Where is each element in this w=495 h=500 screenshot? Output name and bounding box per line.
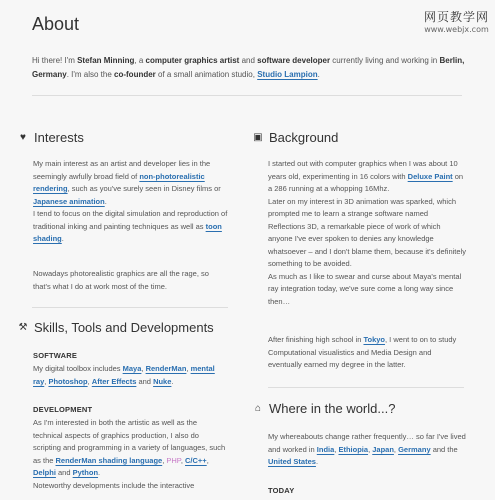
development-text: . <box>98 468 101 477</box>
world-text: My whereabouts change rather frequently… so far I've lived and worked in <box>268 432 466 454</box>
development-subheading: DEVELOPMENT <box>33 405 93 414</box>
interests-text: . <box>61 234 64 243</box>
development-paragraph <box>33 417 228 492</box>
world-paragraph <box>268 431 466 469</box>
background-text: , I went to on to study Computational visualistics and Media Design and eventually earned my degree in the latter. <box>268 335 457 369</box>
india-link[interactable]: India <box>316 444 335 454</box>
home-icon: ⌂ <box>254 403 262 414</box>
intro-paragraph <box>32 54 472 82</box>
development-text: As I'm interested in both the artistic as well as the technical aspects of graphics production, I also do scripting and programming in a variety of languages, such as the <box>33 418 226 465</box>
renderman-link[interactable]: RenderMan <box>145 364 187 373</box>
intro-text: , a <box>134 56 146 65</box>
heart-icon: ♥ <box>20 132 26 143</box>
interests-text: Nowadays photorealistic graphics are all the rage, so that's what I do at work most of the time. <box>33 269 209 291</box>
software-text: , <box>186 364 191 373</box>
skills-heading <box>16 320 214 335</box>
background-text: I started out with computer graphics when I was about 10 years old, experimenting in 16 colors with <box>268 159 458 181</box>
interests-text: My main interest as an artist and developer lies in the seemingly awfully broad field of <box>33 159 211 181</box>
development-text: , <box>162 455 167 465</box>
role-artist: computer graphics artist <box>145 56 240 65</box>
left-divider <box>32 307 228 308</box>
development-text: , <box>180 455 186 465</box>
site-watermark <box>424 8 489 34</box>
intro-text: of a small animation studio, <box>155 70 258 79</box>
world-text: , <box>368 444 373 454</box>
software-text: . <box>171 376 174 386</box>
php-link[interactable]: PHP <box>166 455 181 465</box>
software-text: , <box>44 376 49 386</box>
intro-divider <box>32 95 462 96</box>
world-title: Where in the world...? <box>269 401 396 416</box>
world-text: . <box>315 457 319 466</box>
mental-ray-link[interactable]: mental ray <box>33 364 215 386</box>
interests-paragraph-1 <box>33 158 228 246</box>
background-text: After finishing high school in <box>268 335 364 344</box>
intro-text: and <box>239 56 258 65</box>
intro-text: currently living and working in <box>330 56 440 65</box>
background-text: As much as I like to swear and curse about Maya's mental ray integration today, we've sure come a long way since then… <box>268 271 462 306</box>
interests-heading <box>16 130 84 145</box>
background-title: Background <box>269 130 339 145</box>
cpp-link[interactable]: C/C++ <box>185 455 207 465</box>
npr-link[interactable]: non-photorealistic rendering <box>33 171 205 193</box>
right-divider <box>268 387 464 388</box>
japan-link[interactable]: Japan <box>372 444 394 454</box>
delphi-link[interactable]: Delphi <box>33 468 56 477</box>
python-link[interactable]: Python <box>72 468 99 477</box>
after-effects-link[interactable]: After Effects <box>91 376 137 386</box>
wrench-icon: ⚒ <box>18 322 28 333</box>
interests-title: Interests <box>34 130 84 145</box>
intro-text: . <box>317 70 320 79</box>
interests-text: . <box>104 196 107 206</box>
intro-text: . I'm also the <box>66 70 115 79</box>
watermark-url: www.webjx.com <box>424 25 489 34</box>
software-text: , <box>87 376 92 386</box>
maya-link[interactable]: Maya <box>122 364 142 373</box>
today-subheading: TODAY <box>268 486 295 495</box>
united-states-link[interactable]: United States <box>268 457 316 466</box>
software-text: My digital toolbox includes <box>33 364 123 373</box>
intro-text: Hi there! I'm <box>32 56 78 65</box>
author-name: Stefan Minning <box>77 56 135 65</box>
studio-lampion-link[interactable]: Studio Lampion <box>257 70 318 79</box>
camera-icon: ▣ <box>253 132 263 143</box>
role-developer: software developer <box>257 56 331 65</box>
germany-link[interactable]: Germany <box>398 444 431 454</box>
world-text: and the <box>430 444 458 454</box>
background-text: on a 286 running at a whopping 16Mhz. <box>268 171 464 193</box>
interests-text: , such as you've surely seen in Disney films or <box>67 184 221 193</box>
interests-paragraph-2 <box>33 268 228 293</box>
deluxe-paint-link[interactable]: Deluxe Paint <box>407 171 453 181</box>
location: Berlin, Germany <box>32 56 465 79</box>
japanese-animation-link[interactable]: Japanese animation <box>33 196 105 206</box>
skills-title: Skills, Tools and Developments <box>34 320 214 335</box>
software-paragraph <box>33 363 228 388</box>
renderman-sl-link[interactable]: RenderMan shading language <box>55 455 163 465</box>
background-paragraph-2 <box>268 334 466 372</box>
background-heading <box>251 130 338 145</box>
development-text: Noteworthy developments include the interactive <box>33 480 195 490</box>
software-text: and <box>136 376 154 386</box>
software-subheading: SOFTWARE <box>33 351 78 360</box>
watermark-title: 网页教学网 <box>423 10 489 24</box>
development-text: , <box>206 455 209 465</box>
toon-shading-link[interactable]: toon shading <box>33 221 222 243</box>
cofounder-label: co-founder <box>114 70 156 79</box>
background-text: Later on my interest in 3D animation was sparked, which prompted me to learn a strange software named Reflections 3D, a remarkable piece of work of which anyone I've ever spoken to denies any knowledge whatsoever – and I don't blame them, because it's definitely something to be avoided. <box>268 196 466 268</box>
tokyo-link[interactable]: Tokyo <box>363 335 386 344</box>
software-text: , <box>141 364 146 373</box>
interests-text: I tend to focus on the digital simulation and reproduction of traditional inking and painting techniques as well as <box>33 209 228 231</box>
world-text: , <box>334 444 339 454</box>
development-text: and <box>55 468 73 477</box>
nuke-link[interactable]: Nuke <box>153 376 172 386</box>
background-paragraph-1 <box>268 158 466 308</box>
photoshop-link[interactable]: Photoshop <box>48 376 88 386</box>
world-heading <box>251 401 395 416</box>
page-title: About <box>32 14 80 34</box>
ethiopia-link[interactable]: Ethiopia <box>338 444 369 454</box>
world-text: , <box>393 444 399 454</box>
